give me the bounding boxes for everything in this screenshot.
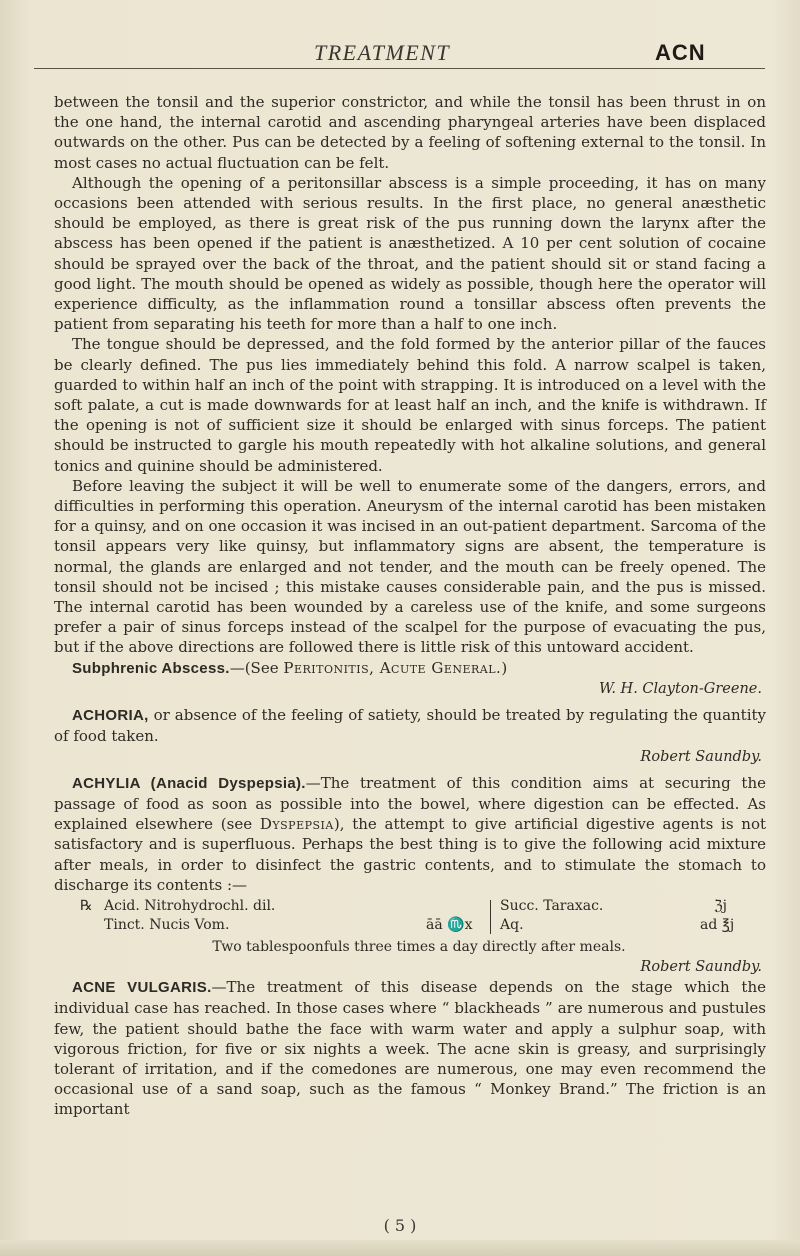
brace-divider [490, 900, 491, 934]
prescription [54, 897, 766, 937]
entry-heading: ACHYLIA (Anacid Dyspepsia). [72, 774, 306, 792]
cross-reference: Peritonitis, Acute General. [283, 658, 502, 677]
rx-quantity: ℨj [714, 897, 727, 914]
paragraph: Before leaving the subject it will be well to enumerate some of the dangers, errors, and difficulties in performing this operation. Aneurysm of the internal carotid has been mistaken for a quinsy, and on one occasion it was incised in an out-patient department. Sarcoma of the tonsil appears very like quinsy, but inflammatory signs are absent, the temperature is normal, the glands are enlarged and not tender, and the mouth can be freely opened. The tonsil should not be incised ; this mistake causes considerable pain, and the pus is missed. The internal carotid has been wounded by a careless use of the knife, and some surgeons prefer a pair of sinus forceps instead of the scalpel for the purpose of evacuating the pus, but if the above directions are followed there is little risk of this untoward accident. [54, 476, 766, 657]
author-signature: Robert Saundby. [640, 958, 762, 975]
rx-ingredient: Succ. Taraxac. [500, 897, 604, 914]
entry-text: —The treatment of this condition aims at securing the passage of food as soon as possible into the bowel, where digestion can be effected. As explained elsewhere (see [54, 773, 766, 834]
guide-word: ACN [655, 40, 706, 65]
running-header [0, 40, 800, 70]
page-number: ( 5 ) [383, 1216, 417, 1235]
paragraph: The tongue should be depressed, and the fold formed by the anterior pillar of the fauces be clearly defined. The pus lies immediately behind this fold. A narrow scalpel is taken, guarded to within half an inch of the point with strapping. It is introduced on a level with the soft palate, a cut is made downwards for at least half an inch, and the knife is withdrawn. If the opening is not of sufficient size it should be enlarged with sinus forceps. The patient should be instructed to gargle his mouth repeatedly with hot alkaline solutions, and general tonics and quinine should be administered. [54, 335, 766, 475]
rx-ingredient: Tinct. Nucis Vom. [104, 916, 230, 933]
entry-text: —The treatment of this disease depends on the stage which the individual case has reached. In those cases where “ blackheads ” are numerous and pustules few, the patient should bathe the face with warm water and apply a sulphur soap, with vigorous friction, for five or six nights a week. The acne skin is greasy, and surprisingly tolerant of irritation, and if the comedones are numerous, one may even recommend the occasional use of a sand soap, such as the famous “ Monkey Brand.” The friction is an important [54, 978, 766, 1119]
running-title: TREATMENT [314, 40, 451, 65]
paragraph: Although the opening of a peritonsillar abscess is a simple proceeding, it has on many occasions been attended with serious results. In the first place, no general anæsthetic should be employed, as there is great risk of the pus running down the larynx after the abscess has been opened if the patient is anæsthetized. A 10 per cent solution of cocaine should be sprayed over the back of the throat, and the patient should sit or stand facing a good light. The mouth should be opened as widely as possible, though here the operator will experience difficulty, as the inflammation round a tonsillar abscess often prevents the patient from separating his teeth for more than a half to one inch. [54, 173, 766, 334]
entry-achylia [54, 773, 766, 895]
rx-quantity: āā ♏x [426, 916, 473, 933]
entry-heading: ACNE VULGARIS. [72, 979, 212, 997]
author-signature: Robert Saundby. [640, 748, 762, 765]
entry-text: or absence of the feeling of satiety, should be treated by regulating the quantity of food taken. [54, 706, 766, 746]
entry-acne-vulgaris [54, 977, 766, 1119]
entry-text: ), the attempt to give artificial digestive agents is not satisfactory and is superfluous. Perhaps the best thing is to give the following acid mixture after meals, in order to disinfect the gastric contents, and to stimulate the stomach to discharge its contents :— [54, 815, 766, 894]
dosage-instruction: Two tablespoonfuls three times a day directly after meals. [212, 938, 626, 955]
cross-reference: Dyspepsia [259, 815, 334, 834]
author-signature: W. H. Clayton-Greene. [598, 680, 762, 697]
entry-heading: ACHORIA, [72, 707, 149, 725]
page-edge [0, 1240, 800, 1256]
entry-text: —(See [229, 658, 284, 677]
rx-quantity: ad ℥j [700, 916, 735, 933]
paragraph: between the tonsil and the superior constrictor, and while the tonsil has been thrust in on the one hand, the internal carotid and ascending pharyngeal arteries have been displaced outwards on the other. Pus can be detected by a feeling of softening external to the tonsil. In most cases no actual fluctuation can be felt. [54, 93, 766, 172]
page-body [54, 92, 766, 1120]
header-rule [34, 68, 765, 69]
rx-ingredient: Acid. Nitrohydrochl. dil. [104, 897, 276, 914]
entry-heading: Subphrenic Abscess. [72, 659, 230, 677]
recipe-symbol: ℞ [80, 897, 93, 914]
rx-ingredient: Aq. [500, 916, 524, 933]
entry-subphrenic-abscess [54, 658, 766, 679]
entry-text: ) [501, 658, 508, 677]
entry-achoria [54, 705, 766, 746]
